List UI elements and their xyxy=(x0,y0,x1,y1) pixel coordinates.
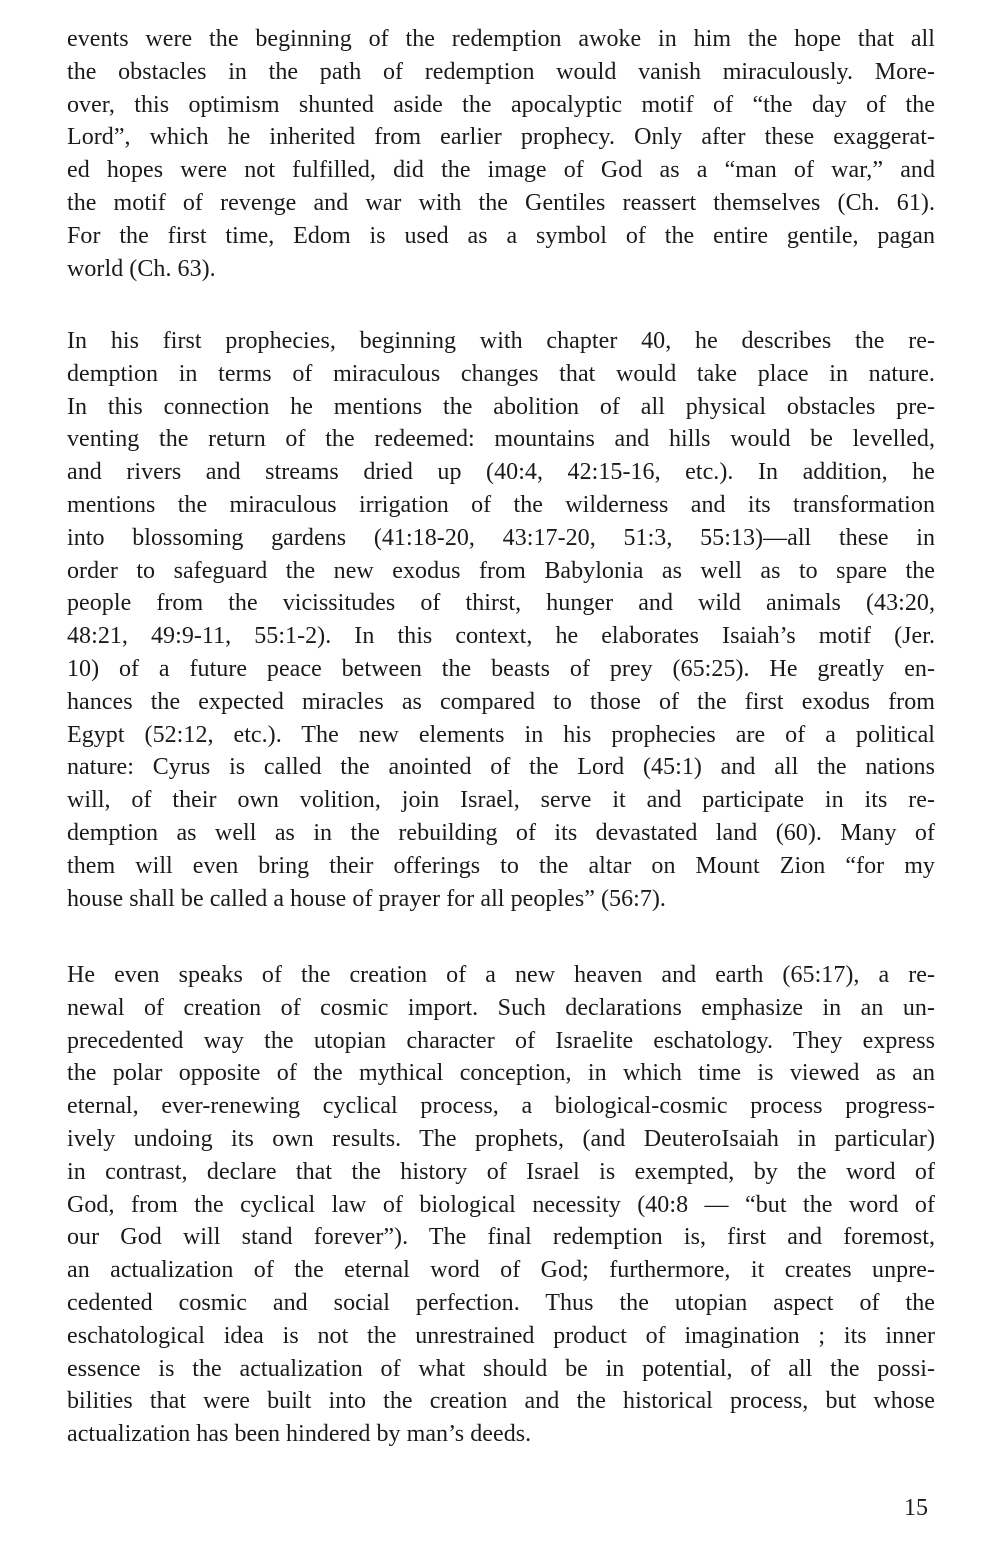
text-line: In his first prophecies, beginning with chapter 40, he describes the re- xyxy=(67,328,935,354)
text-line: 10) of a future peace between the beasts of prey (65:25). He greatly en- xyxy=(67,655,935,682)
text-line: will, of their own volition, join Israel, serve it and participate in its re- xyxy=(67,787,935,814)
text-line: and rivers and streams dried up (40:4, 42:15-16, etc.). In addition, he xyxy=(67,459,935,486)
text-line: He even speaks of the creation of a new heaven and earth (65:17), a re- xyxy=(67,962,935,988)
text-line: the polar opposite of the mythical conception, in which time is viewed as an xyxy=(67,1060,935,1087)
text-line: demption as well as in the rebuilding of its devastated land (60). Many of xyxy=(67,819,935,846)
text-line: the motif of revenge and war with the Gentiles reassert themselves (Ch. 61). xyxy=(67,189,935,216)
text-line: essence is the actualization of what should be in potential, of all the possi- xyxy=(67,1355,935,1382)
text-line: nature: Cyrus is called the anointed of the Lord (45:1) and all the nations xyxy=(67,754,935,781)
text-line: newal of creation of cosmic import. Such declarations emphasize in an un- xyxy=(67,994,935,1021)
text-line: people from the vicissitudes of thirst, hunger and wild animals (43:20, xyxy=(67,590,935,617)
text-line: ively undoing its own results. The prophets, (and DeuteroIsaiah in particular) xyxy=(67,1125,935,1152)
text-line: God, from the cyclical law of biological necessity (40:8 — “but the word of xyxy=(67,1191,935,1218)
text-line: bilities that were built into the creation and the historical process, but whose xyxy=(67,1388,935,1415)
text-line: 48:21, 49:9-11, 55:1-2). In this context, he elaborates Isaiah’s motif (Jer. xyxy=(67,623,935,650)
text-line: an actualization of the eternal word of God; furthermore, it creates unpre- xyxy=(67,1257,935,1284)
text-line: in contrast, declare that the history of Israel is exempted, by the word of xyxy=(67,1158,935,1185)
text-line: events were the beginning of the redemption awoke in him the hope that all xyxy=(67,26,935,52)
text-line: house shall be called a house of prayer for all peoples” (56:7). xyxy=(67,885,666,912)
text-line: order to safeguard the new exodus from Babylonia as well as to spare the xyxy=(67,557,935,584)
text-line: the obstacles in the path of redemption would vanish miraculously. More- xyxy=(67,58,935,85)
text-line: over, this optimism shunted aside the apocalyptic motif of “the day of the xyxy=(67,91,935,118)
text-line: demption in terms of miraculous changes that would take place in nature. xyxy=(67,360,935,387)
text-line: eternal, ever-renewing cyclical process, a biological-cosmic process progress- xyxy=(67,1093,935,1120)
text-line: hances the expected miracles as compared to those of the first exodus from xyxy=(67,688,935,715)
paragraph-2 xyxy=(67,325,935,915)
text-line: cedented cosmic and social perfection. Thus the utopian aspect of the xyxy=(67,1289,935,1316)
text-line: venting the return of the redeemed: mountains and hills would be levelled, xyxy=(67,426,935,453)
text-line: mentions the miraculous irrigation of the wilderness and its transformation xyxy=(67,491,935,518)
text-line: world (Ch. 63). xyxy=(67,255,216,282)
text-line: eschatological idea is not the unrestrained product of imagination ; its inner xyxy=(67,1322,935,1349)
text-line: precedented way the utopian character of Israelite eschatology. They express xyxy=(67,1027,935,1054)
text-line: ed hopes were not fulfilled, did the image of God as a “man of war,” and xyxy=(67,157,935,184)
text-line: into blossoming gardens (41:18-20, 43:17-20, 51:3, 55:13)—all these in xyxy=(67,524,935,551)
text-line: In this connection he mentions the abolition of all physical obstacles pre- xyxy=(67,393,935,420)
text-line: For the first time, Edom is used as a symbol of the entire gentile, pagan xyxy=(67,222,935,249)
text-line: Egypt (52:12, etc.). The new elements in his prophecies are of a political xyxy=(67,721,935,748)
text-line: our God will stand forever”). The final redemption is, first and foremost, xyxy=(67,1224,935,1251)
paragraph-1 xyxy=(67,23,935,285)
page-number: 15 xyxy=(904,1495,928,1521)
text-line: actualization has been hindered by man’s deeds. xyxy=(67,1421,532,1448)
paragraph-3 xyxy=(67,959,935,1451)
text-line: Lord”, which he inherited from earlier prophecy. Only after these exaggerat- xyxy=(67,124,935,151)
text-line: them will even bring their offerings to the altar on Mount Zion “for my xyxy=(67,852,935,879)
